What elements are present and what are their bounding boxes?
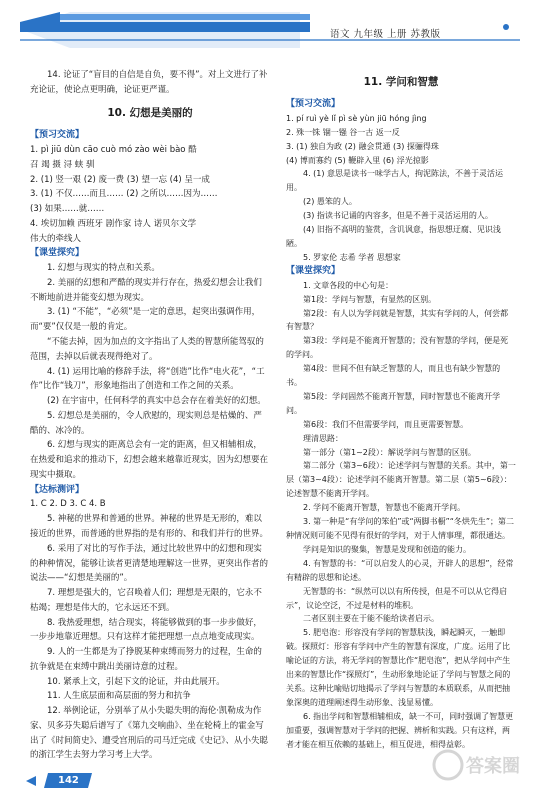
header-decoration (0, 0, 541, 58)
answer-item: 5. 幻想总是美丽的，令人欣慰的，现实则总是枯燥的、严酷的、冰冷的。 (30, 410, 262, 436)
answer-item: 3. (1) “不能”，“必须”是一定的意思，起突出强调作用，而“要”仅仅是一般的肯定。 (30, 307, 261, 333)
section-preview: 【预习交流】 (30, 130, 85, 141)
answer-item: 1. 文章各段的中心句是： (303, 280, 394, 290)
answer-item: 3. (1) 不仅……而且…… (2) 之所以……因为…… (30, 189, 218, 200)
answer-item: 8. 我热爱理想，结合现实，将能够做到的事一步步做好，一步步地靠近理想。只有这样才能把理想一点点地变成现实。 (30, 617, 262, 643)
answer-item: (2) 在宇宙中，任何科学的真实中总会存在着美好的幻想。 (47, 396, 266, 407)
lesson-title-10: 10. 幻想是美丽的 (107, 106, 193, 119)
answer-item: 6. 采用了对比的写作手法，通过比较世界中的幻想和现实的种种情况，能够让读者更清楚地理解这一世界，更突出作者的说法——“幻想是美丽的”。 (30, 543, 269, 584)
answer-item: 2. 殊一铢 锢一镪 谷一古 返一反 (286, 127, 400, 137)
page-number-text: 142 (57, 775, 79, 786)
intro-paragraph: 14. 论证了“盲目的自信是自负，要不得”。对上文进行了补充论证，使论点更明确，论证更严谨。 (30, 70, 268, 95)
answer-item: 1. pí ruì yè lǐ pì sè yùn jiū hóng jìng (286, 113, 427, 123)
answer-item: 1. C 2. D 3. C 4. B (30, 499, 106, 510)
answer-item: (4) 旧指不高明的鉴赏，含讥讽意，指思想迂腐、见识浅陋。 (286, 225, 501, 248)
answer-item: 召 竭 摄 浔 蛱 驯 (30, 159, 95, 170)
answer-item: 第一部分（第1~2段）：解说学问与智慧的区别。 (303, 447, 476, 457)
answer-item: 2. 美丽的幻想和严酷的现实并行存在，热爱幻想会让我们不断地前进并能变幻想为现实。 (30, 277, 262, 303)
answer-item: 11. 人生底层面和高层面的努力和抗争 (47, 691, 191, 702)
header-title: 语文 九年级 上册 苏教版 (330, 29, 441, 40)
answer-item: 4. (1) 意思是读书一味学古人，拘泥陈法，不善于灵活运用。 (286, 169, 504, 193)
answer-item: 10. 紧承上文，引起下文的论证，并由此展开。 (47, 676, 225, 687)
section-explore: 【课堂探究】 (286, 265, 341, 276)
answer-item: 伟大的牵线人 (30, 233, 82, 244)
answer-item: 第二部分（第3~6段）：论述学问与智慧的关系。其中，第一层（第3~4段）：论述学问不能离开智慧。第二层（第5~6段）：论述智慧不能离开学问。 (286, 461, 516, 499)
answer-item: 3. 第一种是“有学问的笨伯”或“两脚书橱”“冬烘先生”；第二种情况则可能不见得有很好的学问，对于人情事理，都很通达。 (286, 517, 515, 540)
answer-item: 第4段：世间不但有缺乏智慧的人，而且也有缺少智慧的书。 (286, 364, 501, 388)
answer-item: 第2段：有人以为学问就是智慧，其实有学问的人，何尝都有智慧？ (286, 308, 509, 332)
lesson-title-11: 11. 学问和智慧 (363, 76, 439, 88)
right-column (286, 68, 516, 752)
answer-item: 5. 神秘的世界和普通的世界。神秘的世界是无形的，难以接近的世界，而普通的世界指的是有形的、和我们并行的世界。 (30, 514, 269, 539)
answer-item: (4) 博而寡约 (5) 鞭辟入里 (6) 浮光掠影 (286, 155, 429, 165)
answer-item: 4. 埃切加赖 西班牙 剧作家 诗人 诺贝尔文学 (30, 218, 197, 229)
answer-item: 第5段：学问固然不能离开智慧，同时智慧也不能离开学问。 (286, 391, 501, 415)
answer-item: 第6段：我们不但需要学问，而且更需要智慧。 (303, 419, 469, 429)
page-arrow-icon (26, 776, 36, 786)
answer-item: 二者区别主要在于能不能给读者启示。 (303, 614, 439, 624)
left-column (30, 68, 270, 763)
section-preview: 【预习交流】 (286, 98, 341, 109)
answer-item: 12. 举例论证，分别举了从小失聪失明的海伦·凯勒成为作家、贝多芬失聪后谱写了《第九交响曲》、坐在轮椅上的霍金写出了《时间简史》、遭受宫刑后的司马迁完成《史记》、从小失聪的浙江学生去努力学习考上大学。 (30, 706, 269, 761)
answer-item: 1. 幻想与现实的特点和关系。 (47, 263, 160, 274)
answer-item: (2) 愚笨的人。 (303, 197, 357, 207)
answer-item: 7. 理想是强大的，它召唤着人们；理想是无限的，它永不枯竭；理想是伟大的，它永远还不到。 (30, 588, 262, 613)
answer-item: 2. (1) 竖一艰 (2) 废一费 (3) 望一忘 (4) 呈一成 (30, 174, 210, 185)
answer-item: 9. 人的一生都是为了挣脱某种束缚而努力的过程，生命的抗争就是在束缚中跳出美丽诗意的过程。 (30, 647, 262, 672)
answer-item: 6. 指出学问和智慧相辅相成，缺一不可，同时强调了智慧更加重要，强调智慧对于学问的把握、辨析和实践。只有这样，两者才能在相互依赖的基础上，相互促进，相得益彰。 (286, 711, 514, 749)
answer-item: 2. 学问不能离开智慧，智慧也不能离开学问。 (303, 503, 466, 513)
watermark-logo (430, 740, 530, 790)
section-assessment: 【达标测评】 (30, 484, 85, 495)
page-header (0, 0, 541, 58)
answer-item: “不能去掉，因为加点的文字指出了人类的智慧所能驾驭的范围，去掉以后就表现得绝对了。 (30, 337, 264, 362)
answer-item: 无智慧的书：“纵然可以以有所传授，但是不可以从它得启示”，议论空泛，不过是材料的堆积。 (286, 586, 508, 610)
answer-item: 4. (1) 运用比喻的修辞手法，将“创造”比作“电火花”，“工作”比作“钱刀”，形象地指出了创造和工作之间的关系。 (30, 366, 265, 392)
answer-item: 4. 有智慧的书：“可以启发人的心灵，开辟人的思想”，经常有精辟的思想和论述。 (286, 558, 514, 582)
answer-item: (3) 如果……就…… (30, 204, 105, 215)
answer-item: 5. 罗家伦 志希 学者 思想家 (303, 252, 401, 262)
answer-item: 学问是知识的聚集，智慧是发现和创造的能力。 (303, 544, 471, 554)
page-number (44, 773, 92, 788)
svg-text:答案圈: 答案圈 (466, 756, 520, 777)
answer-item: 理清思路： (303, 433, 343, 443)
answer-item: 第3段：学问是不能离开智慧的；没有智慧的学问，便是死的学问。 (286, 336, 509, 360)
answer-item: 5. 肥皂泡：形容没有学问的智慧肤浅，瞬起瞬灭，一触即破。探照灯：形容有学问中产生的智慧有深度，广度。运用了比喻论证的方法，将无学问的智慧比作“肥皂泡”，把从学问中产生出来的智慧比作“探照灯”，生动形象地论证了学问与智慧之间的关系。这种比喻贴切地揭示了学问与智慧的本质联系，从而把抽象深奥的道理阐述得生动形象、浅显易懂。 (286, 628, 511, 707)
answer-item: (3) 指读书记诵的内容多，但是不善于灵活运用的人。 (303, 211, 493, 221)
section-explore: 【课堂探究】 (30, 248, 85, 259)
answer-item: 1. pì jiū dùn cāo cuò mó zào wèi bào 酷 (30, 145, 197, 156)
answer-item: 6. 幻想与现实的距离总会有一定的距离，但又相辅相成，在热爱和追求的推动下，幻想会越来越靠近现实，因为幻想要在现实中摄取。 (30, 440, 269, 480)
answer-item: 第1段：学问与智慧，有显然的区别。 (303, 294, 437, 304)
answer-item: 3. (1) 独自为政 (2) 融会贯通 (3) 探骊得珠 (286, 141, 439, 151)
